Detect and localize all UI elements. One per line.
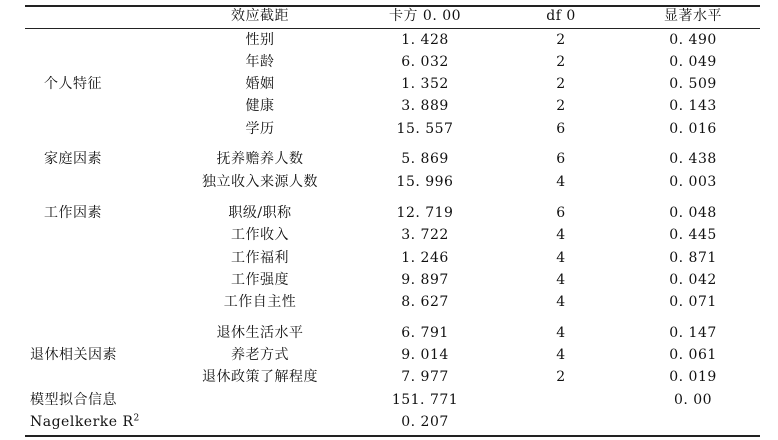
nagelkerke-text: Nagelkerke R	[30, 414, 134, 430]
nagelkerke-superscript: 2	[133, 413, 140, 424]
df-cell: 6	[556, 205, 566, 221]
factor-cell: 学历	[245, 121, 275, 137]
significance-cell: 0. 143	[669, 98, 717, 114]
df-cell: 4	[556, 227, 566, 243]
group-label-personal: 个人特征	[44, 76, 102, 92]
factor-cell: 抚养赡养人数	[216, 151, 304, 167]
header-df: df 0	[546, 8, 576, 24]
chi-square-cell: 5. 869	[401, 151, 449, 167]
chi-square-cell: 7. 977	[401, 369, 449, 385]
group-label-family: 家庭因素	[44, 151, 102, 167]
significance-cell: 0. 147	[669, 325, 717, 341]
significance-cell: 0. 048	[669, 205, 717, 221]
significance-cell: 0. 042	[669, 272, 717, 288]
df-cell: 4	[556, 325, 566, 341]
chi-square-cell: 12. 719	[396, 205, 454, 221]
header-factor: 效应截距	[231, 8, 289, 24]
significance-cell: 0. 509	[669, 76, 717, 92]
df-cell: 2	[556, 32, 566, 48]
factor-cell: 性别	[245, 32, 275, 48]
factor-cell: 工作自主性	[223, 294, 297, 310]
factor-cell: 职级/职称	[228, 205, 292, 221]
model-fit-sig: 0. 00	[673, 392, 713, 408]
model-fit-label: 模型拟合信息	[30, 392, 117, 408]
chi-square-cell: 6. 032	[401, 54, 449, 70]
df-cell: 6	[556, 151, 566, 167]
chi-square-cell: 9. 014	[401, 347, 449, 363]
significance-cell: 0. 019	[669, 369, 717, 385]
significance-cell: 0. 003	[669, 174, 717, 190]
header-chi-square: 卡方 0. 00	[388, 8, 462, 24]
chi-square-cell: 9. 897	[401, 272, 449, 288]
chi-square-cell: 15. 557	[396, 121, 454, 137]
df-cell: 4	[556, 347, 566, 363]
df-cell: 4	[556, 174, 566, 190]
df-cell: 4	[556, 294, 566, 310]
header-significance: 显著水平	[664, 8, 722, 24]
significance-cell: 0. 071	[669, 294, 717, 310]
factor-cell: 婚姻	[245, 76, 275, 92]
factor-cell: 工作福利	[231, 250, 289, 266]
factor-cell: 年龄	[245, 54, 275, 70]
chi-square-cell: 1. 246	[401, 250, 449, 266]
df-cell: 2	[556, 98, 566, 114]
significance-cell: 0. 438	[669, 151, 717, 167]
significance-cell: 0. 016	[669, 121, 717, 137]
significance-cell: 0. 049	[669, 54, 717, 70]
significance-cell: 0. 871	[669, 250, 717, 266]
df-cell: 2	[556, 369, 566, 385]
chi-square-cell: 8. 627	[401, 294, 449, 310]
factor-cell: 退休生活水平	[216, 325, 304, 341]
df-cell: 2	[556, 54, 566, 70]
factor-cell: 健康	[245, 98, 275, 114]
group-label-retire: 退休相关因素	[30, 347, 117, 363]
factor-cell: 退休政策了解程度	[202, 369, 318, 385]
group-label-work: 工作因素	[44, 205, 102, 221]
factor-cell: 独立收入来源人数	[202, 174, 318, 190]
factor-cell: 工作收入	[231, 227, 289, 243]
chi-square-cell: 6. 791	[401, 325, 449, 341]
factor-cell: 工作强度	[231, 272, 289, 288]
df-cell: 4	[556, 250, 566, 266]
table-bottom-rule	[25, 435, 760, 437]
chi-square-cell: 3. 889	[401, 98, 449, 114]
df-cell: 2	[556, 76, 566, 92]
nagelkerke-label	[30, 413, 140, 431]
factor-cell: 养老方式	[231, 347, 289, 363]
df-cell: 6	[556, 121, 566, 137]
chi-square-cell: 15. 996	[396, 174, 454, 190]
chi-square-cell: 3. 722	[401, 227, 449, 243]
significance-cell: 0. 445	[669, 227, 717, 243]
significance-cell: 0. 061	[669, 347, 717, 363]
significance-cell: 0. 490	[669, 32, 717, 48]
chi-square-cell: 1. 428	[401, 32, 449, 48]
nagelkerke-value: 0. 207	[401, 414, 449, 430]
table-header-rule	[25, 28, 760, 29]
chi-square-cell: 1. 352	[401, 76, 449, 92]
df-cell: 4	[556, 272, 566, 288]
model-fit-chi: 151. 771	[391, 392, 459, 408]
